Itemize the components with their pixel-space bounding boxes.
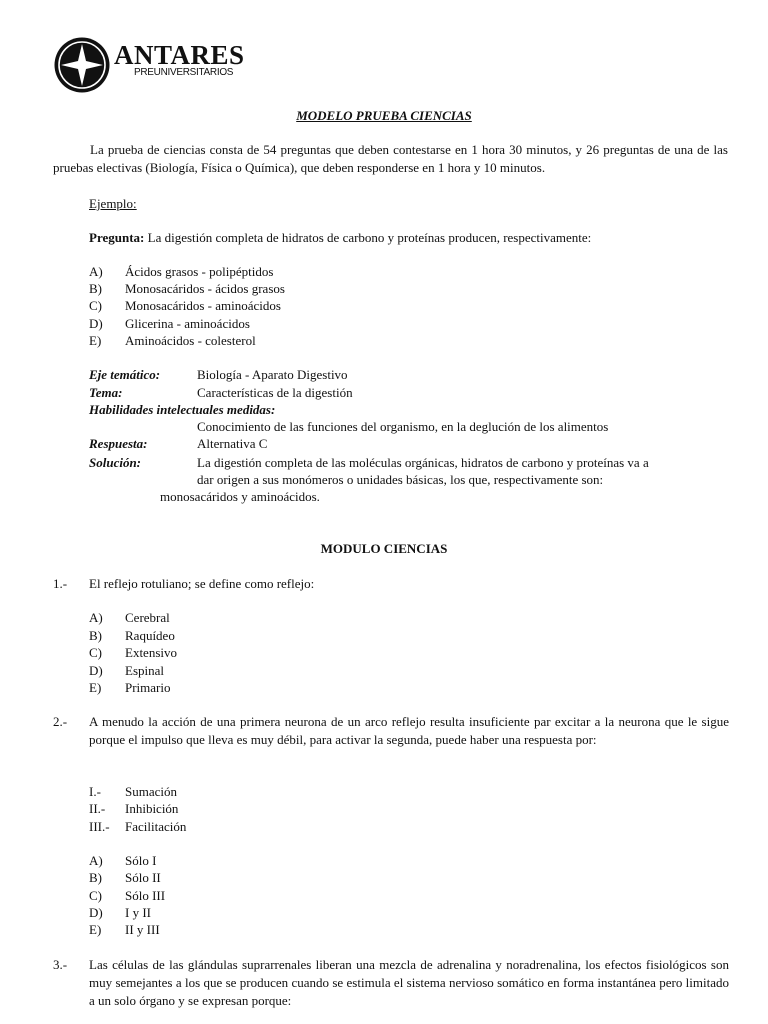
module-title: MODULO CIENCIAS: [320, 541, 448, 556]
statement-numeral: I.-: [89, 784, 101, 799]
option-letter: E): [89, 922, 102, 937]
option-text: I y II: [125, 905, 151, 920]
option-letter: D): [89, 663, 103, 678]
option-text: Extensivo: [125, 645, 177, 660]
question-number: 2.-: [53, 714, 68, 729]
example-question: [89, 229, 591, 246]
option-text: Sólo I: [125, 853, 157, 868]
page-title: MODELO PRUEBA CIENCIAS: [296, 108, 472, 123]
option-text: Primario: [125, 680, 171, 695]
respuesta-value: Alternativa C: [197, 436, 268, 451]
statement-numeral: III.-: [89, 819, 110, 834]
option-letter: A): [89, 264, 103, 279]
option-text: Monosacáridos - aminoácidos: [125, 298, 281, 313]
option-letter: C): [89, 888, 102, 903]
statement-numeral: II.-: [89, 801, 106, 816]
option-letter: C): [89, 298, 102, 313]
question-text: Las células de las glándulas suprarrenales liberan una mezcla de adrenalina y noradrenalina, los efectos fisiológicos son muy semejantes a los que se producen cuando se estimula el sistema nervioso somático en forma instantánea pero limitado a un solo órgano y se expresan porque:: [89, 957, 729, 1008]
option-text: II y III: [125, 922, 160, 937]
option-text: Monosacáridos - ácidos grasos: [125, 281, 285, 296]
habilidades-value: Conocimiento de las funciones del organismo, en la deglución de los alimentos: [197, 419, 609, 434]
option-text: Ácidos grasos - polipéptidos: [125, 264, 274, 279]
option-letter: C): [89, 645, 102, 660]
option-text: Aminoácidos - colesterol: [125, 333, 256, 348]
option-text: Sólo II: [125, 870, 161, 885]
option-letter: E): [89, 680, 102, 695]
option-letter: B): [89, 281, 102, 296]
option-letter: A): [89, 610, 103, 625]
option-letter: D): [89, 905, 103, 920]
habilidades-label: Habilidades intelectuales medidas:: [89, 402, 276, 417]
solucion-line: La digestión completa de las moléculas orgánicas, hidratos de carbono y proteínas va a: [197, 455, 649, 470]
respuesta-label: Respuesta:: [89, 436, 148, 451]
option-text: Espinal: [125, 663, 164, 678]
antares-logo-icon: [53, 36, 111, 94]
option-letter: A): [89, 853, 103, 868]
eje-label: Eje temático:: [89, 367, 161, 382]
tema-label: Tema:: [89, 385, 123, 400]
option-text: Cerebral: [125, 610, 170, 625]
solucion-label: Solución:: [89, 455, 142, 470]
tema-value: Características de la digestión: [197, 385, 353, 400]
option-letter: B): [89, 628, 102, 643]
example-label: Ejemplo:: [89, 196, 137, 211]
question-label: Pregunta:: [89, 230, 145, 245]
option-letter: D): [89, 316, 103, 331]
question-text: El reflejo rotuliano; se define como reflejo:: [89, 576, 315, 591]
question-number: 1.-: [53, 576, 68, 591]
solucion-line: dar origen a sus monómeros o unidades básicas, los que, respectivamente son:: [197, 472, 604, 487]
eje-value: Biología - Aparato Digestivo: [197, 367, 348, 382]
solucion-line: monosacáridos y aminoácidos.: [160, 489, 320, 504]
option-letter: B): [89, 870, 102, 885]
statement-text: Inhibición: [125, 801, 179, 816]
question-number: 3.-: [53, 957, 68, 972]
question-text: La digestión completa de hidratos de carbono y proteínas producen, respectivamente:: [147, 230, 592, 245]
option-text: Raquídeo: [125, 628, 175, 643]
statement-text: Sumación: [125, 784, 177, 799]
option-text: Sólo III: [125, 888, 166, 903]
question-text: A menudo la acción de una primera neurona de un arco reflejo resulta insuficiente par excitar a la neurona que le sigue porque el impulso que lleva es muy débil, para activar la segunda, puede haber una respuesta por:: [89, 714, 729, 747]
brand-name: ANTARES: [114, 40, 245, 70]
option-letter: E): [89, 333, 102, 348]
brand-subtitle: PREUNIVERSITARIOS: [134, 67, 234, 78]
statement-text: Facilitación: [125, 819, 187, 834]
intro-paragraph: La prueba de ciencias consta de 54 preguntas que deben contestarse en 1 hora 30 minutos, y 26 preguntas de una de las pruebas electivas (Biología, Física o Química), que deben responderse en 1 hora y 10 minutos.: [53, 142, 728, 175]
option-text: Glicerina - aminoácidos: [125, 316, 250, 331]
